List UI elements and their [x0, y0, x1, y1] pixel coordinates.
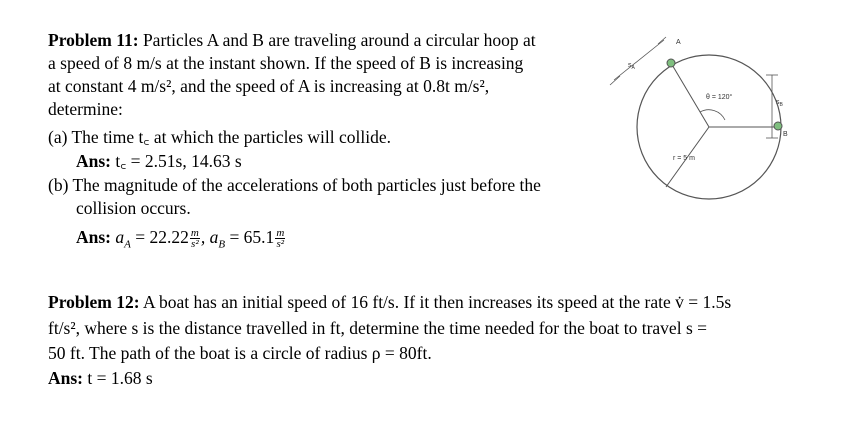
accel-a-symbol: a: [115, 227, 125, 247]
label-sa-main: s: [628, 62, 632, 69]
part-b-answer: [76, 224, 286, 250]
unit-num-b: m: [276, 227, 285, 240]
part-b-question-2: collision occurs.: [76, 198, 191, 218]
problem-11-text-4: determine:: [48, 99, 123, 119]
problem-12-line-1: [48, 292, 731, 313]
label-sb-sub: B: [779, 102, 783, 108]
label-sa-sub: A: [631, 65, 635, 71]
problem-12-text-2: ft/s², where s is the distance travelled in ft, determine the time needed for the boat to travel s =: [48, 318, 707, 338]
label-sb: [776, 99, 784, 108]
problem-12-text-3: 50 ft. The path of the boat is a circle of radius ρ = 80ft.: [48, 343, 432, 363]
unit-den-b: s²: [276, 238, 285, 251]
accel-b-value: = 65.1: [225, 227, 275, 247]
problem-12-title: Problem 12:: [48, 292, 140, 312]
unit-den-a: s²: [191, 238, 199, 251]
sa-tick-2: [658, 37, 666, 44]
problem-11-text-3: at constant 4 m/s², and the speed of A is increasing at 0.8t m/s²,: [48, 76, 490, 96]
part-a-question: (a) The time t꜀ at which the particles will collide.: [48, 127, 391, 147]
hoop-diagram: [608, 30, 848, 205]
part-a-answer: [76, 151, 242, 172]
accel-a-value: = 22.22: [130, 227, 189, 247]
problem-11-line-1: [48, 30, 536, 51]
unit-num-a: m: [190, 227, 199, 240]
unit-fraction-b: [275, 228, 285, 249]
problem-11-title: Problem 11:: [48, 30, 139, 50]
sa-tick-1: [610, 76, 620, 85]
label-sb-main: s: [776, 99, 780, 106]
problem-12-text-1: A boat has an initial speed of 16 ft/s. If it then increases its speed at the rate v̇ = 1.5s: [142, 292, 732, 312]
part-b-answer-label: Ans:: [76, 227, 112, 247]
accel-a-subscript: A: [124, 238, 131, 251]
problem-12-answer-label: Ans:: [48, 368, 84, 388]
radius-to-a: [671, 63, 709, 127]
accel-b-symbol: , a: [200, 227, 219, 247]
part-a-answer-label: Ans:: [76, 151, 112, 171]
problem-12-answer-value: t = 1.68 s: [87, 368, 153, 388]
particle-a: [667, 59, 675, 67]
problem-11-text-2: a speed of 8 m/s at the instant shown. If the speed of B is increasing: [48, 53, 524, 73]
problem-11-text-1: Particles A and B are traveling around a circular hoop at: [142, 30, 536, 50]
label-a: A: [676, 39, 681, 46]
label-b: B: [783, 131, 788, 138]
problem-12-answer: [48, 368, 153, 389]
accel-b-subscript: B: [218, 238, 226, 251]
part-b-question-1: (b) The magnitude of the accelerations of both particles just before the: [48, 175, 541, 195]
unit-fraction-a: [190, 228, 200, 249]
sa-dimension-line: [614, 40, 664, 80]
part-a-answer-value: t꜀ = 2.51s, 14.63 s: [115, 151, 242, 171]
label-theta: θ = 120°: [706, 94, 733, 101]
particle-b: [774, 122, 782, 130]
label-radius: r = 5 m: [673, 155, 695, 162]
